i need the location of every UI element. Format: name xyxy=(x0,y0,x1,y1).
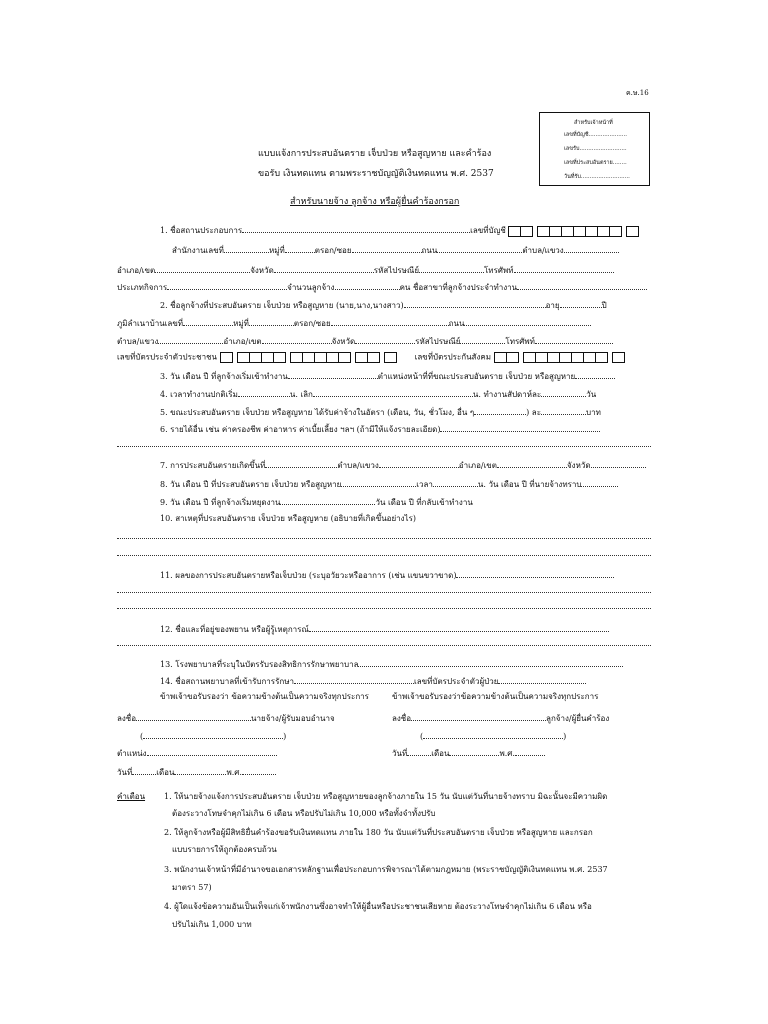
employee-certify-text: ข้าพเจ้าขอรับรองว่าข้อความข้างต้นเป็นความจริงทุกประการ xyxy=(392,692,599,701)
wage-period-field[interactable] xyxy=(474,407,526,415)
employee-count-field[interactable] xyxy=(335,282,400,290)
branch-label: คน ชื่อสาขาที่ลูกจ้างประจำทำงาน xyxy=(399,283,518,292)
soi-label: ตรอก/ซอย xyxy=(314,246,352,255)
item12-label: 12. ชื่อและที่อยู่ของพยาน หรือผู้รู้เหตุการณ์ xyxy=(160,625,309,634)
employer-date-day-field[interactable] xyxy=(132,767,156,775)
accident-tambon-label: ตำบล/แขวง xyxy=(337,461,379,470)
tambon-label: ตำบล/แขวง xyxy=(522,246,564,255)
item9-label: 9. วัน เดือน ปี ที่ลูกจ้างเริ่มหยุดงาน xyxy=(160,498,281,507)
position-label: ตำแหน่งหน้าที่ที่ขณะประสบอันตราย เจ็บป่วย หรือสูญหาย xyxy=(377,372,576,381)
designated-hospital-field[interactable] xyxy=(358,659,623,667)
employee-count-label: จำนวนลูกจ้าง xyxy=(287,283,335,292)
accident-time-field[interactable] xyxy=(433,479,478,487)
postcode-field[interactable] xyxy=(419,265,484,273)
employee-name-field[interactable] xyxy=(404,300,546,308)
stop-work-date-field[interactable] xyxy=(280,497,375,505)
business-type-field[interactable] xyxy=(167,282,287,290)
phone-label: โทรศัพท์ xyxy=(484,266,514,275)
employer-date-year-label: พ.ศ. xyxy=(226,768,242,777)
warning-1-line2: ต้องระวางโทษจำคุกไม่เกิน 6 เดือน หรือปรับไม่เกิน 10,000 หรือทั้งจำทั้งปรับ xyxy=(172,809,436,818)
age-label: อายุ xyxy=(545,301,560,310)
office-box-date: วันที่รับ............................ xyxy=(564,174,630,180)
accident-amphoe-field[interactable] xyxy=(497,460,567,468)
start-date-field[interactable] xyxy=(288,371,378,379)
cause-line-1[interactable] xyxy=(117,538,651,539)
employee-role-label: ลูกจ้าง/ผู้ยื่นคำร้อง xyxy=(546,714,610,723)
home-amphoe-label: อำเภอ/เขต xyxy=(223,337,262,346)
warning-3-line2: มาตรา 57) xyxy=(172,883,212,892)
witness-field[interactable] xyxy=(309,624,609,632)
home-soi-label: ตรอก/ซอย xyxy=(293,319,331,328)
business-type-label: ประเภทกิจการ xyxy=(117,283,168,292)
employee-paren-open: ( xyxy=(420,732,424,741)
employee-date-day-label: วันที่ xyxy=(392,749,408,758)
witness-line[interactable] xyxy=(117,645,651,646)
home-road-label: ถนน xyxy=(448,319,465,328)
office-box-account: เลขที่บัญชี...................... xyxy=(564,132,628,138)
soi-field[interactable] xyxy=(352,245,422,253)
item3-label: 3. วัน เดือน ปี ที่ลูกจ้างเริ่มเข้าทำงาน xyxy=(160,372,288,381)
postcode-label: รหัสไปรษณีย์ xyxy=(373,266,419,275)
employer-date-month-field[interactable] xyxy=(174,767,226,775)
age-year-label: ปี xyxy=(601,301,607,310)
employer-signature-field[interactable] xyxy=(136,713,251,721)
injury-result-field[interactable] xyxy=(456,570,614,578)
accident-tambon-field[interactable] xyxy=(379,460,459,468)
province-label: จังหวัด xyxy=(250,266,274,275)
employer-date-day-label: วันที่ xyxy=(117,768,133,777)
employer-knew-label: น. วัน เดือน ปี ที่นายจ้างทราบ xyxy=(477,480,582,489)
work-days-unit: วัน xyxy=(586,390,597,399)
accident-date-field[interactable] xyxy=(341,479,416,487)
position-field[interactable] xyxy=(575,371,615,379)
patient-card-field[interactable] xyxy=(498,676,586,684)
accident-amphoe-label: อำเภอ/เขต xyxy=(458,461,497,470)
ss-card-label: เลขที่บัตรประกันสังคม xyxy=(414,352,491,362)
home-province-field[interactable] xyxy=(355,336,415,344)
employer-position-label: ตำแหน่ง xyxy=(117,749,147,758)
work-days-field[interactable] xyxy=(541,389,586,397)
branch-field[interactable] xyxy=(517,282,647,290)
cause-line-2[interactable] xyxy=(117,555,651,556)
wage-per-label: ) ละ xyxy=(526,408,542,417)
home-no-field[interactable] xyxy=(183,318,233,326)
injury-line-2[interactable] xyxy=(117,608,651,609)
amphoe-field[interactable] xyxy=(155,265,250,273)
home-province-label: จังหวัด xyxy=(331,337,356,346)
employee-date-year-field[interactable] xyxy=(515,748,545,756)
home-phone-field[interactable] xyxy=(535,336,613,344)
warning-4-line2: ปรับไม่เกิน 1,000 บาท xyxy=(172,920,252,929)
warning-3-line1: 3. พนักงานเจ้าหน้าที่มีอำนาจขอเอกสารหลักฐานเพื่อประกอบการพิจารณาได้ตามกฎหมาย (พระราชบัญญัติเงินทดแทน พ.ศ. 2537 xyxy=(164,865,608,874)
home-postcode-label: รหัสไปรษณีย์ xyxy=(415,337,461,346)
id-card-label: เลขที่บัตรประจำตัวประชาชน xyxy=(117,352,217,362)
item2-label: 2. ชื่อลูกจ้างที่ประสบอันตราย เจ็บป่วย หรือสูญหาย (นาย,นาง,นางสาว) xyxy=(160,301,404,310)
employer-knew-field[interactable] xyxy=(581,479,618,487)
account-no-boxes[interactable] xyxy=(508,226,638,237)
accident-province-label: จังหวัด xyxy=(566,461,591,470)
item13-label: 13. โรงพยาบาลที่ระบุในบัตรรับรองสิทธิการรักษาพยาบาล xyxy=(160,660,359,669)
amphoe-label: อำเภอ/เขต xyxy=(117,266,156,275)
item11-label: 11. ผลของการประสบอันตรายหรือเจ็บป่วย (ระบุอวัยวะหรืออาการ (เช่น แขนขวาขาด) xyxy=(160,571,457,580)
treatment-facility-field[interactable] xyxy=(294,676,414,684)
form-subtitle: สำหรับนายจ้าง ลูกจ้าง หรือผู้ยื่นคำร้องกรอก xyxy=(290,197,460,207)
tambon-field[interactable] xyxy=(564,245,619,253)
other-income-line[interactable] xyxy=(117,446,651,447)
form-title-line1: แบบแจ้งการประสบอันตราย เจ็บป่วย หรือสูญหาย และคำร้อง xyxy=(258,149,492,159)
form-title-line2: ขอรับ เงินทดแทน ตามพระราชบัญญัติเงินทดแทน พ.ศ. 2537 xyxy=(258,169,494,179)
employee-date-month-label: เดือน xyxy=(431,749,450,758)
return-work-label: วัน เดือน ปี ที่กลับเข้าทำงาน xyxy=(375,498,473,507)
province-field[interactable] xyxy=(274,265,374,273)
office-no-label: สำนักงานเลขที่ xyxy=(172,246,224,255)
item5-label: 5. ขณะประสบอันตราย เจ็บป่วย หรือสูญหาย ได้รับค่าจ้างในอัตรา (เดือน, วัน, ชั่วโมง, อื่น ๆ xyxy=(160,408,475,417)
form-code: ค.ษ.16 xyxy=(626,89,649,97)
account-no-label: เลขที่บัญชี xyxy=(470,226,506,235)
patient-card-label: เลขที่บัตรประจำตัวผู้ป่วย xyxy=(414,677,499,686)
moo-label: หมู่ที่ xyxy=(268,246,285,255)
employee-date-day-field[interactable] xyxy=(407,748,431,756)
item14-label: 14. ชื่อสถานพยาบาลที่เข้ารับการรักษา xyxy=(160,677,294,686)
wage-amount-field[interactable] xyxy=(541,407,586,415)
work-days-label: น. ทำงานสัปดาห์ละ xyxy=(472,390,542,399)
employer-sign-label: ลงชื่อ xyxy=(117,714,137,723)
home-address-label: ภูมิลำเนาบ้านเลขที่ xyxy=(117,319,184,328)
employer-role-label: นายจ้าง/ผู้รับมอบอำนาจ xyxy=(251,714,335,723)
accident-time-label: เวลา xyxy=(416,480,433,489)
home-postcode-field[interactable] xyxy=(460,336,505,344)
moo-field[interactable] xyxy=(285,245,315,253)
warning-2-line2: แบบรายการให้ถูกต้องครบถ้วน xyxy=(172,845,277,854)
phone-field[interactable] xyxy=(514,265,614,273)
home-moo-field[interactable] xyxy=(249,318,294,326)
accident-province-field[interactable] xyxy=(591,460,646,468)
other-income-field[interactable] xyxy=(440,424,600,432)
road-field[interactable] xyxy=(437,245,522,253)
warning-1-line1: 1. ให้นายจ้างแจ้งการประสบอันตราย เจ็บป่วย หรือสูญหายของลูกจ้างภายใน 15 วัน นับแต่วันที่นายจ้างทราบ มิฉะนั้นจะมีความผิด xyxy=(164,792,608,801)
office-use-box xyxy=(539,112,650,186)
home-road-field[interactable] xyxy=(464,318,591,326)
warning-4-line1: 4. ผู้ใดแจ้งข้อความอันเป็นเท็จแก่เจ้าพนักงานซึ่งอาจทำให้ผู้อื่นหรือประชาชนเสียหาย ต้องระวางโทษจำคุกไม่เกิน 6 เดือน หรือ xyxy=(164,902,592,911)
home-soi-field[interactable] xyxy=(331,318,449,326)
employee-date-month-field[interactable] xyxy=(449,748,499,756)
accident-place-field[interactable] xyxy=(265,460,337,468)
warning-2-line1: 2. ให้ลูกจ้างหรือผู้มีสิทธิยื่นคำร้องขอรับเงินทดแทน ภายใน 180 วัน นับแต่วันที่ประสบอันตราย เจ็บป่วย หรือสูญหาย และกรอก xyxy=(164,828,593,837)
ss-card-boxes[interactable] xyxy=(494,352,624,363)
work-end-label: น. เลิก xyxy=(289,390,313,399)
employer-position-field[interactable] xyxy=(147,748,277,756)
item6-label: 6. รายได้อื่น เช่น ค่าครองชีพ ค่าอาหาร ค่าเบี้ยเลี้ยง ฯลฯ (ถ้ามีให้แจ้งรายละเอียด) xyxy=(160,425,441,434)
establishment-name-field[interactable] xyxy=(242,225,470,233)
item1-label: 1. ชื่อสถานประกอบการ xyxy=(160,226,243,235)
office-box-received: เลขรับ........................... xyxy=(564,146,627,152)
employee-signature-field[interactable] xyxy=(411,713,546,721)
id-card-boxes[interactable] xyxy=(220,352,396,363)
office-box-title: สำหรับเจ้าหน้าที่ xyxy=(574,120,613,126)
item7-label: 7. การประสบอันตรายเกิดขึ้นที่ xyxy=(160,461,266,470)
injury-line-1[interactable] xyxy=(117,592,651,593)
home-tambon-label: ตำบล/แขวง xyxy=(117,337,159,346)
home-moo-label: หมู่ที่ xyxy=(233,319,249,328)
employer-paren-open: ( xyxy=(140,732,144,741)
warning-label: คำเตือน xyxy=(117,792,146,801)
employer-paren-close: ) xyxy=(283,732,287,741)
wage-baht-label: บาท xyxy=(586,408,601,417)
item8-label: 8. วัน เดือน ปี ที่ประสบอันตราย เจ็บป่วย หรือสูญหาย xyxy=(160,480,342,489)
item10-label: 10. สาเหตุที่ประสบอันตราย เจ็บป่วย หรือสูญหาย (อธิบายที่เกิดขึ้นอย่างไร) xyxy=(160,514,416,523)
work-end-field[interactable] xyxy=(313,389,473,397)
work-start-field[interactable] xyxy=(238,389,290,397)
home-amphoe-field[interactable] xyxy=(262,336,332,344)
office-no-field[interactable] xyxy=(224,245,269,253)
employee-paren-close: ) xyxy=(563,732,567,741)
employee-name-field[interactable] xyxy=(423,731,563,739)
employer-certify-text: ข้าพเจ้าขอรับรองว่า ข้อความข้างต้นเป็นความจริงทุกประการ xyxy=(160,692,369,701)
employer-name-field[interactable] xyxy=(143,731,283,739)
employee-sign-label: ลงชื่อ xyxy=(392,714,412,723)
employer-date-year-field[interactable] xyxy=(242,767,276,775)
office-box-accident: เลขที่ประสบอันตราย........ xyxy=(564,160,627,166)
employee-date-year-label: พ.ศ. xyxy=(499,749,515,758)
age-field[interactable] xyxy=(560,300,602,308)
item4-label: 4. เวลาทำงานปกติเริ่ม xyxy=(160,390,238,399)
employer-date-month-label: เดือน xyxy=(156,768,175,777)
home-tambon-field[interactable] xyxy=(158,336,223,344)
road-label: ถนน xyxy=(421,246,438,255)
home-phone-label: โทรศัพท์ xyxy=(505,337,535,346)
